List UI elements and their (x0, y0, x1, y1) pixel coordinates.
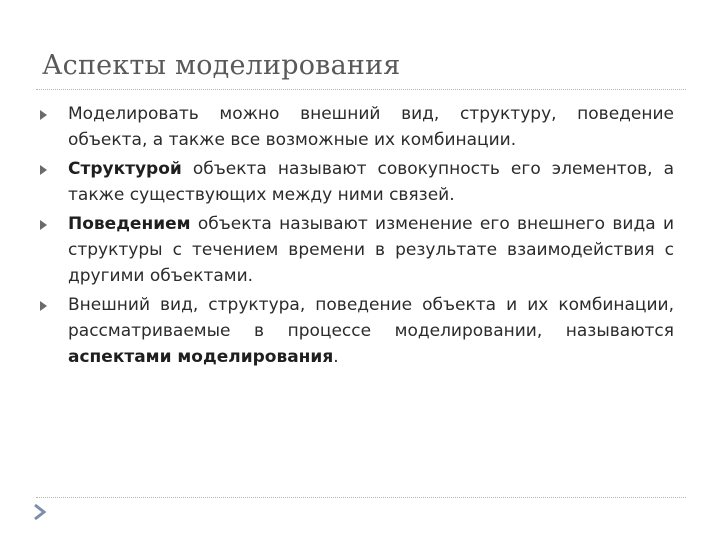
slide-title: Аспекты моделирования (42, 50, 401, 81)
list-item (38, 156, 674, 208)
list-item (38, 211, 674, 289)
list-item (38, 292, 674, 370)
triangle-right-icon (40, 110, 47, 120)
item-text: объекта называют совокупность его элементов, а также существующих между ними связей. (68, 159, 674, 205)
item-text: объекта называют изменение его внешнего вида и структуры с течением времени в результате взаимодействия с другими объектами. (68, 214, 674, 286)
item-bold-term: Поведением (68, 214, 191, 234)
bullet-list (38, 101, 674, 373)
footer-divider (36, 497, 686, 498)
nav-arrow-icon[interactable] (32, 503, 48, 521)
item-text: . (333, 347, 339, 367)
item-text: Внешний вид, структура, поведение объекта и их комбинации, рассматриваемые в процессе моделировании, называются (68, 295, 674, 341)
title-divider (36, 89, 686, 90)
triangle-right-icon (40, 220, 47, 230)
item-bold-term: аспектами моделирования (68, 347, 334, 367)
triangle-right-icon (40, 165, 47, 175)
item-bold-term: Структурой (68, 159, 182, 179)
item-text: Моделировать можно внешний вид, структуру, поведение объекта, а также все возможные их комбинации. (68, 104, 674, 150)
triangle-right-icon (40, 301, 47, 311)
list-item (38, 101, 674, 153)
